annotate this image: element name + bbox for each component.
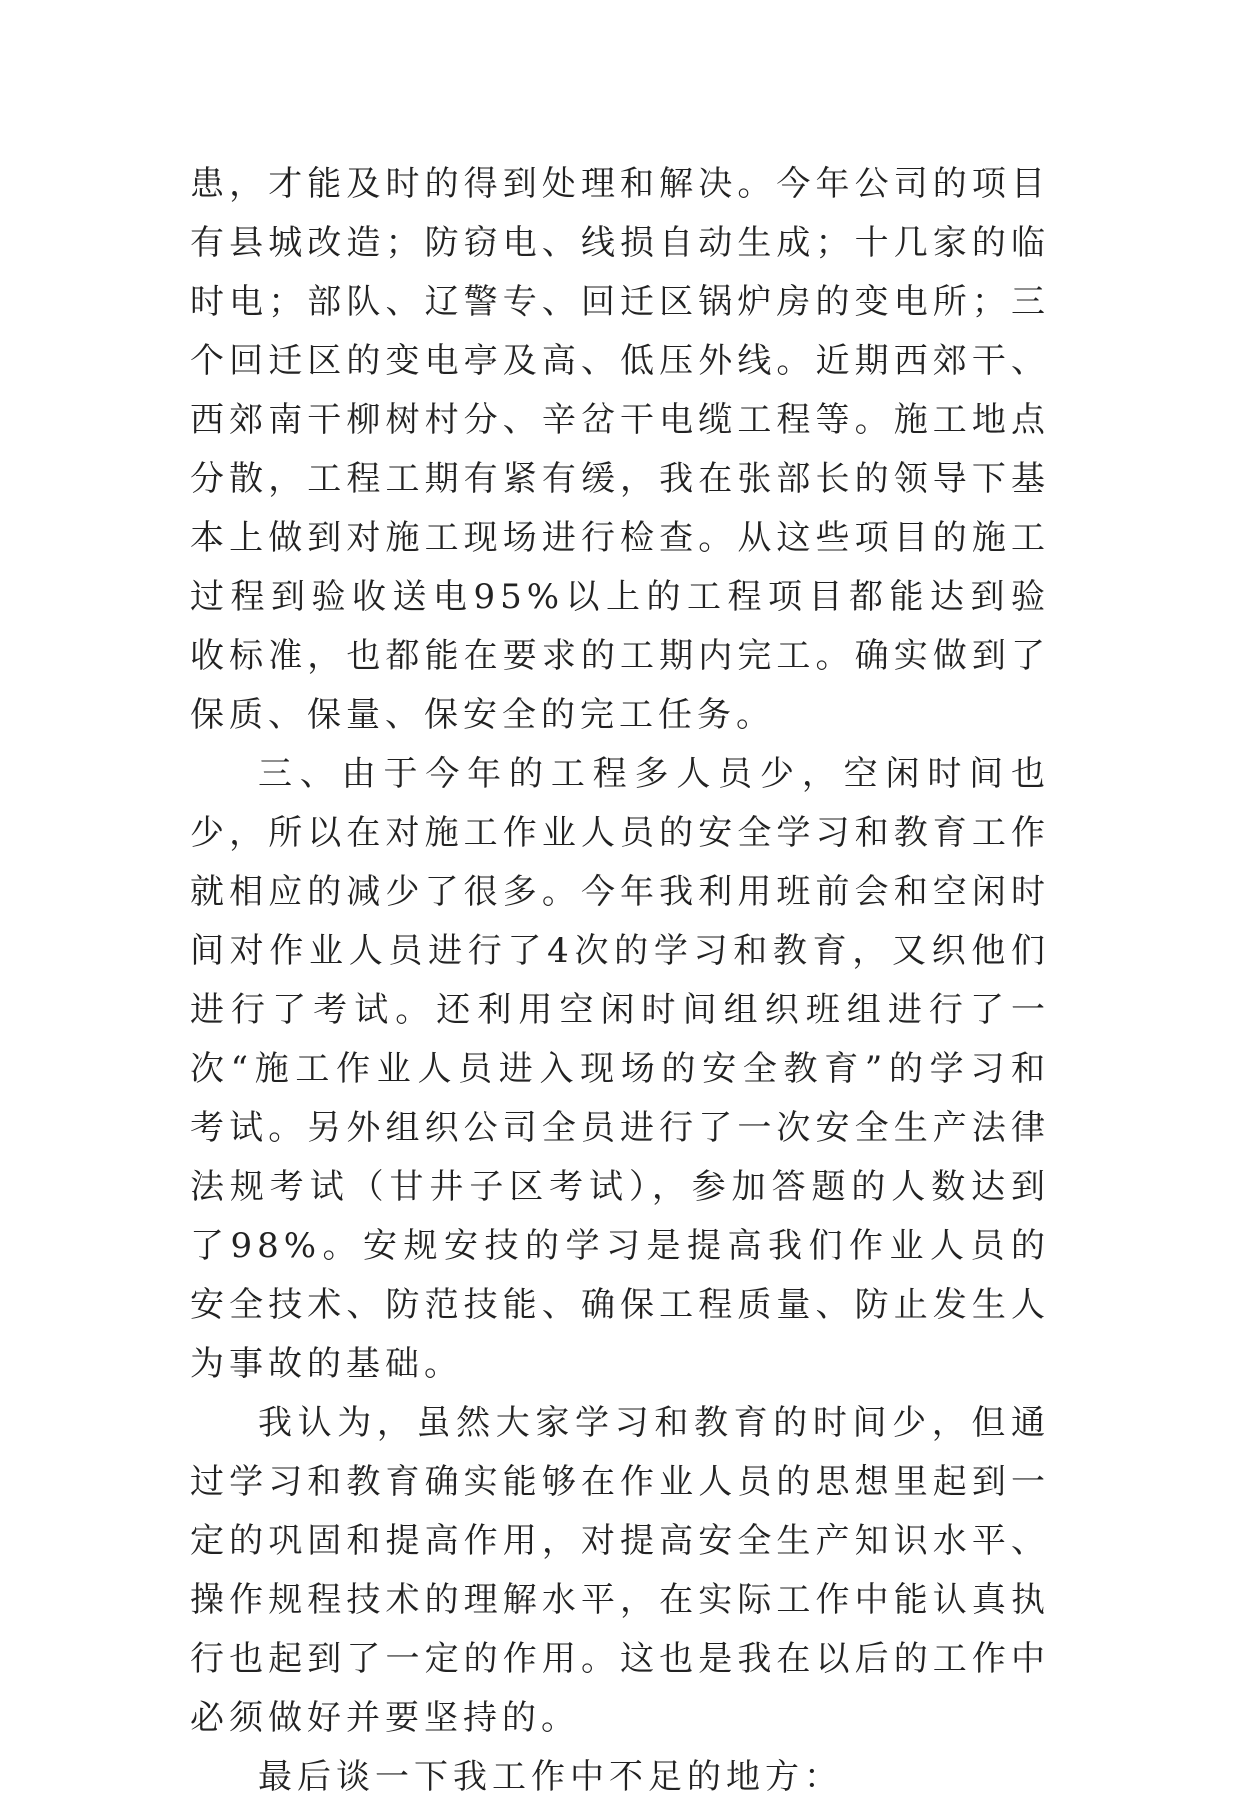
paragraph-4: 最后谈一下我工作中不足的地方： bbox=[258, 1757, 843, 1797]
paragraph-1: 患，才能及时的得到处理和解决。今年公司的项目有县城改造；防窃电、线损自动生成；十几家的临时电；部队、辽警专、回迁区锅炉房的变电所；三个回迁区的变电亭及高、低压外线。近期西郊干、西郊南干柳树村分、辛岔干电缆工程等。施工地点分散，工程工期有紧有缓，我在张部长的领导下基本上做到对施工现场进行检查。从这些项目的施工过程到验收送电95%以上的工程项目都能达到验收标准，也都能在要求的工期内完工。确实做到了保质、保量、保安全的完工任务。 bbox=[190, 164, 1050, 735]
document-body bbox=[190, 155, 1050, 1807]
paragraph-3: 我认为，虽然大家学习和教育的时间少，但通过学习和教育确实能够在作业人员的思想里起到一定的巩固和提高作用，对提高安全生产知识水平、操作规程技术的理解水平，在实际工作中能认真执行也起到了一定的作用。这也是我在以后的工作中必须做好并要坚持的。 bbox=[190, 1403, 1050, 1738]
paragraph-2: 三、由于今年的工程多人员少，空闲时间也少，所以在对施工作业人员的安全学习和教育工作就相应的减少了很多。今年我利用班前会和空闲时间对作业人员进行了4次的学习和教育，又织他们进行了考试。还利用空闲时间组织班组进行了一次“施工作业人员进入现场的安全教育”的学习和考试。另外组织公司全员进行了一次安全生产法律法规考试（甘井子区考试），参加答题的人数达到了98%。安规安技的学习是提高我们作业人员的安全技术、防范技能、确保工程质量、防止发生人为事故的基础。 bbox=[190, 754, 1050, 1384]
